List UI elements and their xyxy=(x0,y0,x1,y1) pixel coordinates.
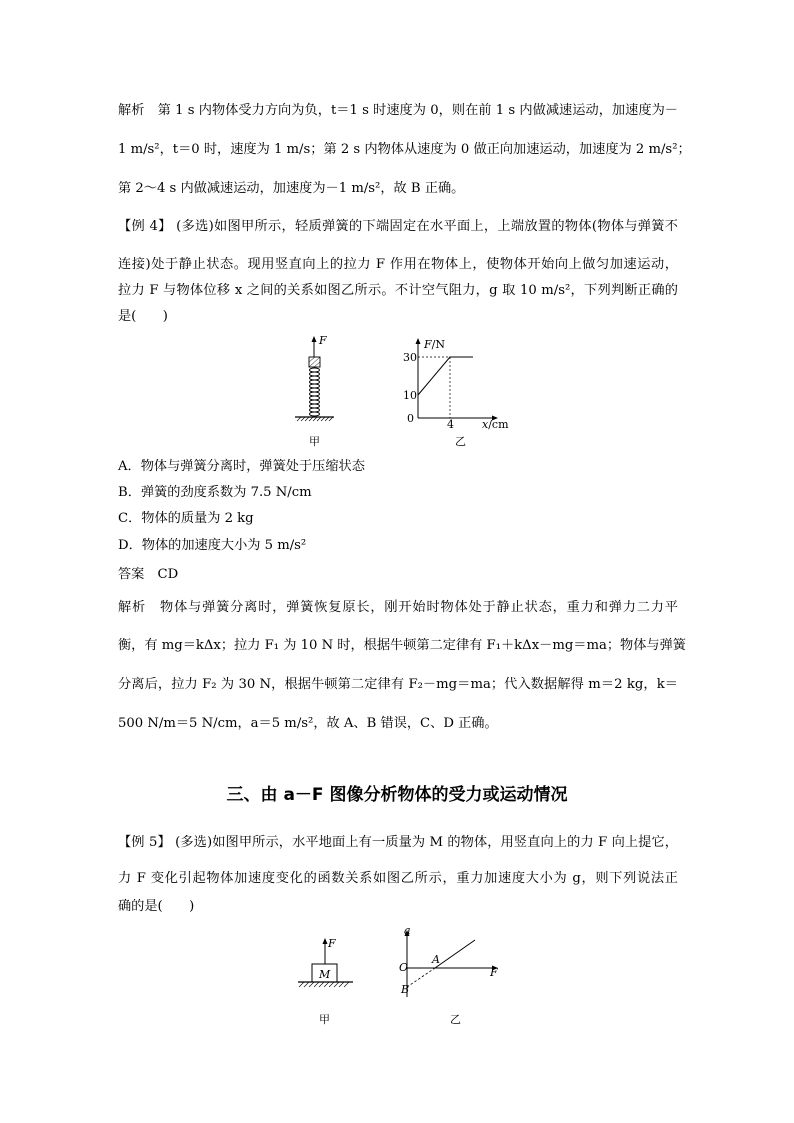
figure-jia-caption: 甲 xyxy=(309,435,320,448)
ground-hatching xyxy=(299,982,349,987)
example5-line-3: 确的是( ) xyxy=(118,899,195,914)
example4-solution-line-2: 衡，有 mg＝kΔx；拉力 F₁ 为 10 N 时，根据牛顿第二定律有 F₁＋kΔx－mg＝ma；物体与弹簧 xyxy=(118,638,686,653)
figure-yi-caption-5: 乙 xyxy=(450,1013,461,1026)
block-force-label: F xyxy=(328,937,336,950)
example4-solution-line-4: 500 N/m＝5 N/cm，a＝5 m/s²，故 A、B 错误，C、D 正确。 xyxy=(118,716,498,731)
xtick-4: 4 xyxy=(447,418,454,431)
force-arrow-head xyxy=(323,938,328,944)
point-b-label: B xyxy=(401,983,410,996)
option-a: A．物体与弹簧分离时，弹簧处于压缩状态 xyxy=(118,459,365,474)
spring-force-label: F xyxy=(319,334,327,347)
point-a-label: A xyxy=(432,953,440,966)
section-heading: 三、由 a－F 图像分析物体的受力或运动情况 xyxy=(226,785,568,805)
example4-line-4: 是( ) xyxy=(118,309,168,324)
example4-line-2: 连接)处于静止状态。现用竖直向上的拉力 F 作用在物体上，使物体开始向上做匀加速运动， xyxy=(118,257,678,272)
ytick-30: 30 xyxy=(403,351,417,364)
example5-line-1: 【例 5】 (多选)如图甲所示，水平地面上有一质量为 M 的物体，用竖直向上的力 F 向上提它， xyxy=(118,835,678,850)
force-curve xyxy=(418,357,473,395)
solution-line-2: 1 m/s²，t＝0 时，速度为 1 m/s；第 2 s 内物体从速度为 0 做正向加速运动，加速度为 2 m/s²； xyxy=(118,142,691,157)
example4-line-1: 【例 4】 (多选)如图甲所示，轻质弹簧的下端固定在水平面上，上端放置的物体(物体与弹簧不 xyxy=(118,219,678,234)
ytick-10: 10 xyxy=(403,389,417,402)
solution-line-1: 解析 第 1 s 内物体受力方向为负，t＝1 s 时速度为 0，则在前 1 s 内做减速运动，加速度为－ xyxy=(118,103,678,118)
option-b: B．弹簧的劲度系数为 7.5 N/cm xyxy=(118,485,312,500)
solution-line-3: 第 2～4 s 内做减速运动，加速度为－1 m/s²，故 B 正确。 xyxy=(118,181,465,196)
spring-coils xyxy=(310,368,320,416)
answer-line: 答案 CD xyxy=(118,567,179,582)
graph-a-label: a xyxy=(404,924,411,937)
graph-xlabel: x/cm xyxy=(482,418,509,431)
origin-label: 0 xyxy=(407,412,414,425)
ground-hatching xyxy=(297,417,333,421)
example4-solution-line-1: 解析 物体与弹簧分离时，弹簧恢复原长，刚开始时物体处于静止状态，重力和弹力二力平 xyxy=(118,600,678,615)
a-f-line xyxy=(435,940,475,968)
force-arrow-head xyxy=(312,336,317,342)
graph-f-label: F xyxy=(490,966,498,979)
example4-solution-line-3: 分离后，拉力 F₂ 为 30 N，根据牛顿第二定律有 F₂－mg＝ma；代入数据解得 m＝2 kg，k＝ xyxy=(118,677,678,692)
spring-figure xyxy=(290,335,350,445)
option-c: C．物体的质量为 2 kg xyxy=(118,511,254,526)
graph-ylabel: F/N xyxy=(424,338,445,351)
figure-yi-caption: 乙 xyxy=(455,435,466,448)
figure-jia-caption-5: 甲 xyxy=(319,1013,330,1026)
dashed-extension xyxy=(407,968,435,987)
graph-o-label: O xyxy=(399,961,409,974)
mass-label: M xyxy=(319,968,331,981)
example4-line-3: 拉力 F 与物体位移 x 之间的关系如图乙所示。不计空气阻力，g 取 10 m/s²，下列判断正确的 xyxy=(118,283,678,298)
option-d: D．物体的加速度大小为 5 m/s² xyxy=(118,538,307,553)
example5-line-2: 力 F 变化引起物体加速度变化的函数关系如图乙所示，重力加速度大小为 g，则下列说法正 xyxy=(118,871,678,886)
